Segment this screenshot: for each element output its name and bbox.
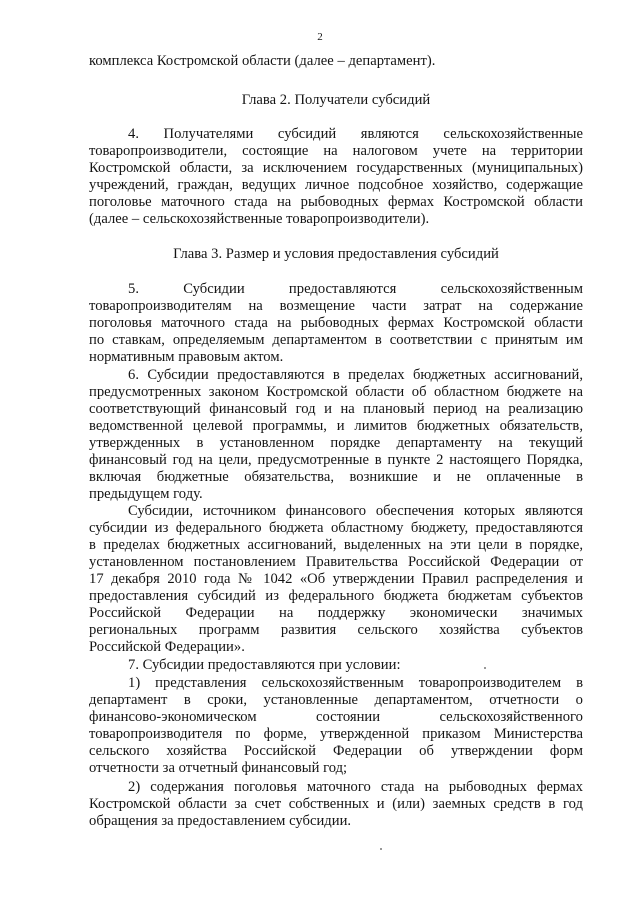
condition-2-line: Костромской области за счет собственных и (или) заемных средств в год	[89, 796, 583, 812]
chapter-3-heading: Глава 3. Размер и условия предоставления субсидий	[173, 246, 499, 262]
condition-1-line: товаропроизводителя по форме, утвержденной приказом Министерства	[89, 726, 583, 742]
paragraph-6-line: финансовый год на цели, предусмотренные в пункте 2 настоящего Порядка,	[89, 452, 583, 468]
paragraph-subsidies-line: Российской Федерации на поддержку экономически значимых	[89, 605, 583, 621]
paragraph-subsidies-line: 17 декабря 2010 года № 1042 «Об утверждении Правил распределения и	[89, 571, 583, 587]
condition-2-line: обращения за предоставлением субсидии.	[89, 813, 352, 829]
paragraph-4-line: товаропроизводители, состоящие на налоговом учете на территории	[89, 143, 583, 159]
paragraph-subsidies-line: предоставления субсидий из федерального бюджета бюджетам субъектов	[89, 588, 583, 604]
condition-1-line: 1) представления сельскохозяйственным товаропроизводителем в	[128, 675, 583, 691]
paragraph-4-line: 4. Получателями субсидий являются сельскохозяйственные	[128, 126, 583, 142]
paragraph-6-line: утвержденных в установленном порядке департаменту на текущий	[89, 435, 583, 451]
paragraph-6-line: ведомственной целевой программы, и лимитов бюджетных обязательств,	[89, 418, 583, 434]
paragraph-5-line: 5. Субсидии предоставляются сельскохозяйственным	[128, 281, 583, 297]
condition-1-line: сельского хозяйства Российской Федерации об утверждении форм	[89, 743, 583, 759]
paragraph-5-line: по ставкам, определяемым департаментом в соответствии с принятым им	[89, 332, 583, 348]
paragraph-6-line: предыдущем году.	[89, 486, 203, 502]
page-number: 2	[317, 31, 323, 43]
paragraph-6-line: 6. Субсидии предоставляются в пределах бюджетных ассигнований,	[128, 367, 583, 383]
condition-1-line: финансово-экономическом состоянии сельскохозяйственного	[89, 709, 583, 725]
scan-speck	[484, 667, 486, 669]
paragraph-subsidies-line: Субсидии, источником финансового обеспечения которых являются	[128, 503, 583, 519]
text-line: комплекса Костромской области (далее – департамент).	[89, 53, 436, 69]
paragraph-subsidies-line: Российской Федерации».	[89, 639, 245, 655]
paragraph-6-line: соответствующий финансовый год и на плановый период на реализацию	[89, 401, 583, 417]
paragraph-4-line: учреждений, граждан, ведущих личное подсобное хозяйство, содержащие	[89, 177, 583, 193]
paragraph-5-line: поголовья маточного стада на рыбоводных фермах Костромской области	[89, 315, 583, 331]
condition-1-line: департамент в сроки, установленные департаментом, отчетности о	[89, 692, 583, 708]
paragraph-5-line: товаропроизводителям на возмещение части затрат на содержание	[89, 298, 583, 314]
paragraph-6-line: предусмотренных законом Костромской области об областном бюджете на	[89, 384, 583, 400]
condition-2-line: 2) содержания поголовья маточного стада на рыбоводных фермах	[128, 779, 583, 795]
paragraph-7-line: 7. Субсидии предоставляются при условии:	[128, 657, 401, 673]
paragraph-subsidies-line: в пределах бюджетных ассигнований, выделенных на эти цели в порядке,	[89, 537, 583, 553]
paragraph-4-line: Костромской области, за исключением государственных (муниципальных)	[89, 160, 583, 176]
paragraph-subsidies-line: субсидии из федерального бюджета областному бюджету, предоставляются	[89, 520, 583, 536]
condition-1-line: отчетности за отчетный финансовый год;	[89, 760, 348, 776]
paragraph-subsidies-line: установленном постановлением Правительства Российской Федерации от	[89, 554, 583, 570]
paragraph-4-line: поголовье маточного стада на рыбоводных фермах Костромской области	[89, 194, 583, 210]
paragraph-5-line: нормативным правовым актом.	[89, 349, 284, 365]
paragraph-6-line: включая бюджетные обязательства, возникшие и не оплаченные в	[89, 469, 583, 485]
chapter-2-heading: Глава 2. Получатели субсидий	[241, 92, 431, 108]
paragraph-4-line: (далее – сельскохозяйственные товаропроизводители).	[89, 211, 430, 227]
scan-speck	[380, 848, 382, 850]
paragraph-subsidies-line: региональных программ развития сельского хозяйства субъектов	[89, 622, 583, 638]
